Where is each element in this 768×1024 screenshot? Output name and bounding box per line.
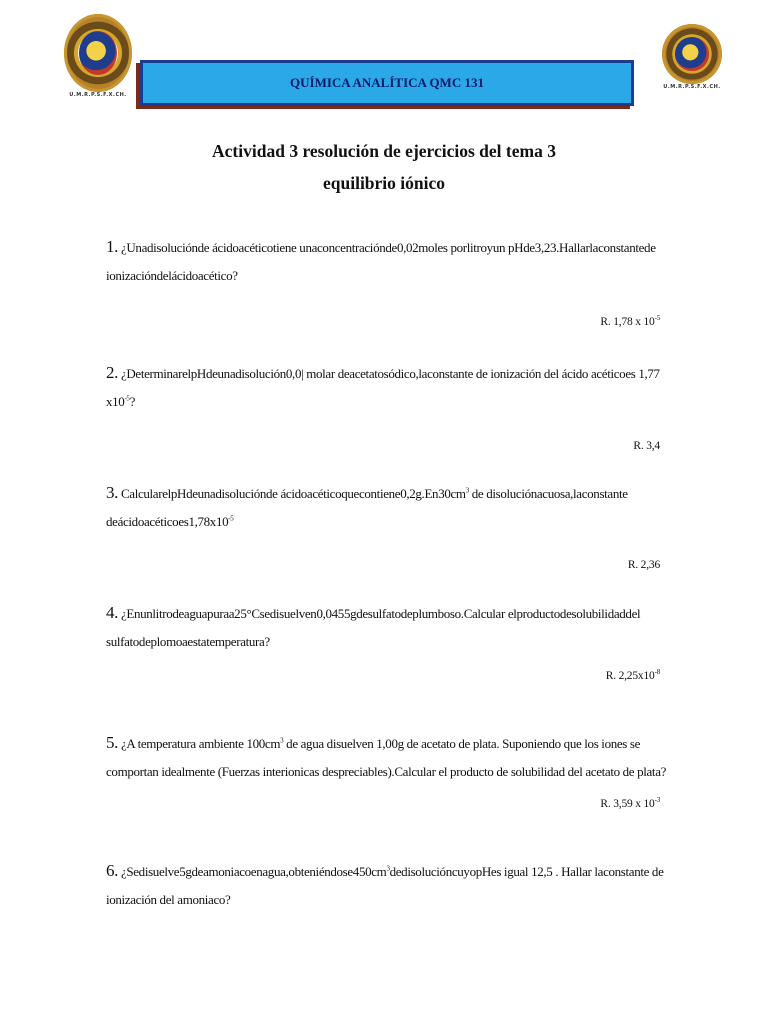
exercise-number: 1.	[106, 237, 119, 256]
exercise-text-continued: $deácidoacéticoes1,78x10^{-5}$	[106, 514, 234, 529]
exercise-4-answer: R. $2,25x10^{-8}$	[605, 668, 660, 682]
university-seal-left-icon	[64, 14, 132, 98]
exercise-text-continued: ionizacióndelácidoacético?	[106, 268, 238, 283]
exercise-2	[106, 364, 666, 408]
document-title-line1: Actividad 3 resolución de ejercicios del tema 3	[212, 141, 556, 161]
exercise-1	[106, 238, 666, 282]
exercise-text-continued: ionización del amoniaco?	[106, 892, 231, 907]
exercise-number: 2.	[106, 363, 119, 382]
exercise-text-continued: $x10^{-5}$?	[106, 394, 136, 409]
seal-emblem-icon	[79, 31, 117, 75]
exercise-4	[106, 604, 666, 648]
course-banner	[140, 60, 634, 106]
exercise-text: ¿Enunlitrodeaguapuraa25°Csedisuelven0,0455gdesulfatodeplumboso.Calcular elproductodesolubilidaddel	[118, 606, 641, 621]
exercise-3: 3. CalcularelpHdeunadisoluciónde $ácidoacéticoquecontiene0,2g.En30cm^3$ de disoluciónacuosa,laconstante $deácidoacéticoes1,78x10^{-5}$	[106, 484, 666, 528]
exercise-text: ¿DeterminarelpHdeunadisolución0,0| molar deacetatosódico,laconstante de ionización del ácido acéticoes 1,77	[118, 366, 660, 381]
course-title: QUÍMICA ANALÍTICA QMC 131	[290, 75, 484, 90]
exercise-text-continued: sulfatodeplomoaestatemperatura?	[106, 634, 270, 649]
exercise-2-answer: R. 3,4	[633, 440, 660, 452]
faculty-seal-right-icon	[662, 24, 722, 90]
exercise-5-answer: R. 3,59 x $10^{-3}$	[600, 796, 660, 810]
exercise-number: 6.	[106, 861, 119, 880]
seal-emblem-icon	[675, 37, 709, 71]
exercise-6: 6. ¿$Sedisuelve5gdeamoniacoenagua,obteniéndose450cm^3dedisolucióncuyopHes$ igual 12,5 . Hallar laconstante de ionización del amoniaco?	[106, 862, 666, 906]
exercise-1-answer: R. 1,78 x $10^{-5}$	[600, 314, 660, 328]
exercise-number: 5.	[106, 733, 119, 752]
seal-left-label: U.M.R.P.S.F.X.CH.	[69, 92, 127, 98]
exercise-text: ¿Unadisoluciónde ácidoacéticotiene unaconcentraciónde0,02moles porlitroyun pHde3,23.Hallarlaconstantede	[118, 240, 656, 255]
document-title-line2: equilibrio iónico	[322, 173, 446, 193]
exercise-number: 3.	[106, 483, 119, 502]
exercise-number: 4.	[106, 603, 119, 622]
exercise-text-continued: comportan idealmente (Fuerzas interionicas despreciables).Calcular el producto de solubilidad del acetato de plata?	[106, 764, 667, 779]
seal-right-label: U.M.R.P.S.F.X.CH.	[663, 84, 721, 90]
exercise-5: 5. ¿A temperatura ambiente $100cm^3$ de agua disuelven 1,00g de acetato de plata. Suponiendo que los iones se comportan idealmente (Fuerzas interionicas despreciables).Calcular el producto de solubilidad del acetato de plata?	[106, 733, 667, 779]
exercise-3-answer: R. 2,36	[627, 559, 660, 571]
